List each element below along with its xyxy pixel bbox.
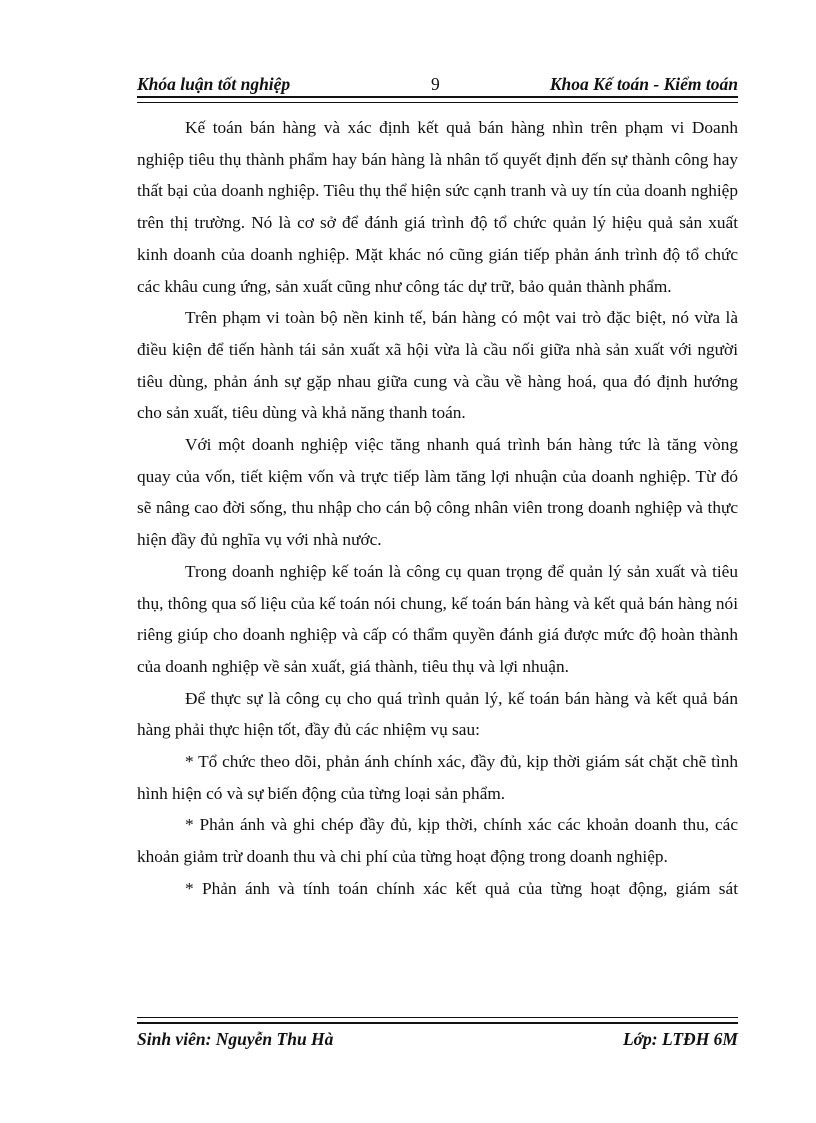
header-divider [137, 96, 738, 103]
paragraph: * Phản ánh và ghi chép đầy đủ, kịp thời, chính xác các khoản doanh thu, các khoản giảm trừ doanh thu và chi phí của từng hoạt động trong doanh nghiệp. [137, 815, 738, 867]
footer-class: Lớp: LTĐH 6M [622, 1029, 738, 1049]
header-faculty: Khoa Kế toán - Kiểm toán [549, 74, 738, 94]
paragraph: Trên phạm vi toàn bộ nền kinh tế, bán hàng có một vai trò đặc biệt, nó vừa là điều kiện để tiến hành tái sản xuất xã hội vừa là cầu nối giữa nhà sản xuất với người tiêu dùng, phản ánh sự gặp nhau giữa cung và cầu về hàng hoá, qua đó định hướng cho sản xuất, tiêu dùng và khả năng thanh toán. [137, 308, 738, 423]
page-number: 9 [431, 74, 440, 94]
paragraph: * Phản ánh và tính toán chính xác kết quả của từng hoạt động, giám sát [185, 878, 738, 898]
paragraph: Kế toán bán hàng và xác định kết quả bán hàng nhìn trên phạm vi Doanh nghiệp tiêu thụ thành phẩm hay bán hàng là nhân tố quyết định đến sự thành công hay thất bại của doanh nghiệp. Tiêu thụ thể hiện sức cạnh tranh và uy tín của doanh nghiệp trên thị trường. Nó là cơ sở để đánh giá trình độ tổ chức quản lý hiệu quả sản xuất kinh doanh của doanh nghiệp. Mặt khác nó cũng gián tiếp phản ánh trình độ tổ chức các khâu cung ứng, sản xuất cũng như công tác dự trữ, bảo quản thành phẩm. [137, 118, 738, 296]
header-thesis-title: Khóa luận tốt nghiệp [137, 74, 291, 94]
footer-divider [137, 1017, 738, 1024]
paragraph: Trong doanh nghiệp kế toán là công cụ quan trọng để quản lý sản xuất và tiêu thụ, thông qua số liệu của kế toán nói chung, kế toán bán hàng và kết quả bán hàng nói riêng giúp cho doanh nghiệp và cấp có thẩm quyền đánh giá được mức độ hoàn thành của doanh nghiệp về sản xuất, giá thành, tiêu thụ và lợi nhuận. [137, 561, 738, 676]
body-text [137, 112, 738, 905]
page-header [137, 72, 738, 96]
paragraph: Để thực sự là công cụ cho quá trình quản lý, kế toán bán hàng và kết quả bán hàng phải thực hiện tốt, đầy đủ các nhiệm vụ sau: [137, 688, 738, 740]
paragraph: Với một doanh nghiệp việc tăng nhanh quá trình bán hàng tức là tăng vòng quay của vốn, tiết kiệm vốn và trực tiếp làm tăng lợi nhuận của doanh nghiệp. Từ đó sẽ nâng cao đời sống, thu nhập cho cán bộ công nhân viên trong doanh nghiệp và thực hiện đầy đủ nghĩa vụ với nhà nước. [137, 435, 738, 550]
paragraph: * Tổ chức theo dõi, phản ánh chính xác, đầy đủ, kịp thời giám sát chặt chẽ tình hình hiện có và sự biến động của từng loại sản phẩm. [137, 752, 738, 803]
page-footer [137, 1027, 738, 1051]
footer-student-name: Sinh viên: Nguyễn Thu Hà [137, 1029, 334, 1049]
